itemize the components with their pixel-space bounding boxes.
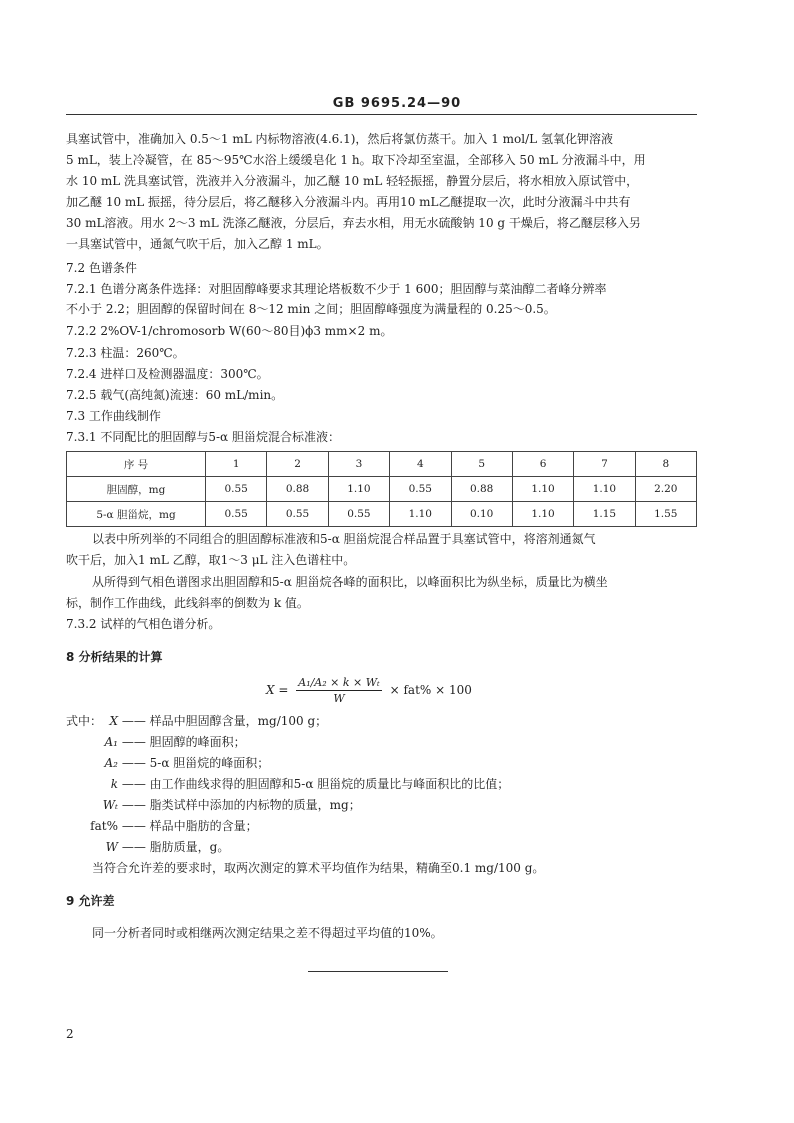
formula-lhs: X =	[266, 683, 289, 697]
table-cell: 0.55	[206, 502, 267, 527]
definition-term: A₁	[104, 735, 118, 749]
end-rule	[308, 971, 448, 972]
table-cell: 0.55	[267, 502, 328, 527]
formula-denominator: W	[333, 692, 345, 705]
definition-term: Wₜ	[102, 798, 118, 812]
table-row	[67, 477, 697, 502]
table-cell: 2.20	[635, 477, 696, 502]
text-line: 一具塞试管中，通氮气吹干后，加入乙醇 1 mL。	[66, 237, 329, 251]
clause-7-2-2: 7.2.2 2%OV-1/chromosorb W(60～80目)ϕ3 mm×2 m。	[66, 324, 393, 338]
definition-desc: —— 胆固醇的峰面积；	[121, 735, 246, 749]
definition-item	[60, 797, 361, 813]
section-heading-9: 9 允许差	[66, 894, 115, 908]
text-line: 具塞试管中，准确加入 0.5～1 mL 内标物溶液(4.6.1)，然后将氯仿蒸干。加入 1 mol/L 氢氧化钾溶液	[66, 132, 613, 146]
table-cell: 7	[574, 452, 635, 477]
definition-desc: —— 脂类试样中添加的内标物的质量，mg；	[121, 798, 361, 812]
definition-item	[60, 713, 327, 729]
definition-item	[60, 839, 229, 855]
table-cell: 1.10	[328, 477, 389, 502]
table-cell: 5	[451, 452, 512, 477]
section-heading-7-3: 7.3 工作曲线制作	[66, 409, 161, 423]
calculation-formula	[266, 676, 472, 705]
text-line: 30 mL溶液。用水 2～3 mL 洗涤乙醚液，分层后，弃去水相，用无水硫酸钠 10 g 干燥后，将乙醚层移入另	[66, 216, 641, 230]
clause-7-2-3: 7.2.3 柱温：260℃。	[66, 346, 185, 360]
text-line: 水 10 mL 洗具塞试管，洗液并入分液漏斗，加乙醚 10 mL 轻轻振摇，静置分层后，将水相放入原试管中，	[66, 174, 639, 188]
clause-7-3-1: 7.3.1 不同配比的胆固醇与5-α 胆甾烷混合标准液：	[66, 430, 340, 444]
row-label: 胆固醇，mg	[67, 477, 206, 502]
table-cell: 0.55	[206, 477, 267, 502]
definition-term: fat%	[90, 819, 118, 833]
table-cell: 2	[267, 452, 328, 477]
definition-term: W	[105, 840, 118, 854]
definition-desc: —— 样品中脂肪的含量；	[121, 819, 258, 833]
table-row	[67, 502, 697, 527]
standard-mix-table	[66, 451, 697, 527]
definition-item	[60, 776, 509, 792]
tolerance-statement: 同一分析者同时或相继两次测定结果之差不得超过平均值的10%。	[92, 926, 443, 940]
text-line: 吹干后，加入1 mL 乙醇，取1～3 μL 注入色谱柱中。	[66, 553, 356, 567]
formula-numerator: A₁/A₂ × k × Wₜ	[298, 676, 380, 689]
definition-desc: —— 5-α 胆甾烷的峰面积；	[121, 756, 270, 770]
definition-item	[60, 818, 258, 834]
text-line: 以表中所列举的不同组合的胆固醇标准液和5-α 胆甾烷混合样品置于具塞试管中，将溶剂通氮气	[92, 532, 596, 546]
definition-term: A₂	[104, 756, 118, 770]
table-cell: 0.88	[451, 477, 512, 502]
definition-desc: —— 样品中胆固醇含量，mg/100 g；	[121, 714, 328, 728]
table-cell: 1.10	[574, 477, 635, 502]
table-cell: 1.10	[512, 502, 573, 527]
definition-item	[60, 755, 269, 771]
row-label: 5-α 胆甾烷，mg	[67, 502, 206, 527]
table-cell: 1	[206, 452, 267, 477]
standard-header: GB 9695.24—90	[332, 96, 462, 111]
definition-item	[60, 734, 246, 750]
header-rule	[66, 114, 697, 115]
clause-7-2-5: 7.2.5 载气(高纯氮)流速：60 mL/min。	[66, 388, 284, 402]
definition-desc: —— 脂肪质量，g。	[121, 840, 230, 854]
formula-tail: × fat% × 100	[389, 683, 472, 697]
definition-term: k	[110, 777, 118, 791]
text-line: 5 mL，装上冷凝管，在 85～95℃水浴上缓缓皂化 1 h。取下冷却至室温，全部移入 50 mL 分液漏斗中，用	[66, 153, 646, 167]
result-statement: 当符合允许差的要求时，取两次测定的算术平均值作为结果，精确至0.1 mg/100 g。	[92, 861, 545, 875]
text-line: 7.2.1 色谱分离条件选择：对胆固醇峰要求其理论塔板数不少于 1 600；胆固醇与菜油醇二者峰分辨率	[66, 282, 607, 296]
table-cell: 8	[635, 452, 696, 477]
table-cell: 4	[390, 452, 451, 477]
formula-fraction	[296, 676, 382, 705]
table-cell: 1.10	[390, 502, 451, 527]
clause-7-3-2: 7.3.2 试样的气相色谱分析。	[66, 617, 221, 631]
table-cell: 0.55	[328, 502, 389, 527]
definition-term: X	[109, 714, 118, 728]
table-cell: 1.10	[512, 477, 573, 502]
table-header-cell: 序 号	[67, 452, 206, 477]
section-heading-8: 8 分析结果的计算	[66, 650, 163, 664]
table-cell: 0.55	[390, 477, 451, 502]
text-line: 标，制作工作曲线，此线斜率的倒数为 k 值。	[66, 596, 309, 610]
definition-desc: —— 由工作曲线求得的胆固醇和5-α 胆甾烷的质量比与峰面积比的比值；	[121, 777, 510, 791]
table-cell: 0.88	[267, 477, 328, 502]
text-line: 从所得到气相色谱图求出胆固醇和5-α 胆甾烷各峰的面积比，以峰面积比为纵坐标，质量比为横坐	[92, 575, 608, 589]
text-line: 不小于 2.2；胆固醇的保留时间在 8～12 min 之间；胆固醇峰强度为满量程的 0.25～0.5。	[66, 302, 556, 316]
table-cell: 0.10	[451, 502, 512, 527]
clause-7-2-4: 7.2.4 进样口及检测器温度：300℃。	[66, 367, 269, 381]
defs-intro: 式中：	[66, 714, 103, 728]
text-line: 加乙醚 10 mL 振摇，待分层后，将乙醚移入分液漏斗内。再用10 mL乙醚提取一次，此时分液漏斗中共有	[66, 195, 631, 209]
section-heading-7-2: 7.2 色谱条件	[66, 261, 137, 275]
page-number: 2	[66, 1027, 74, 1041]
table-header-row	[67, 452, 697, 477]
table-cell: 3	[328, 452, 389, 477]
table-cell: 1.15	[574, 502, 635, 527]
table-cell: 1.55	[635, 502, 696, 527]
table-cell: 6	[512, 452, 573, 477]
